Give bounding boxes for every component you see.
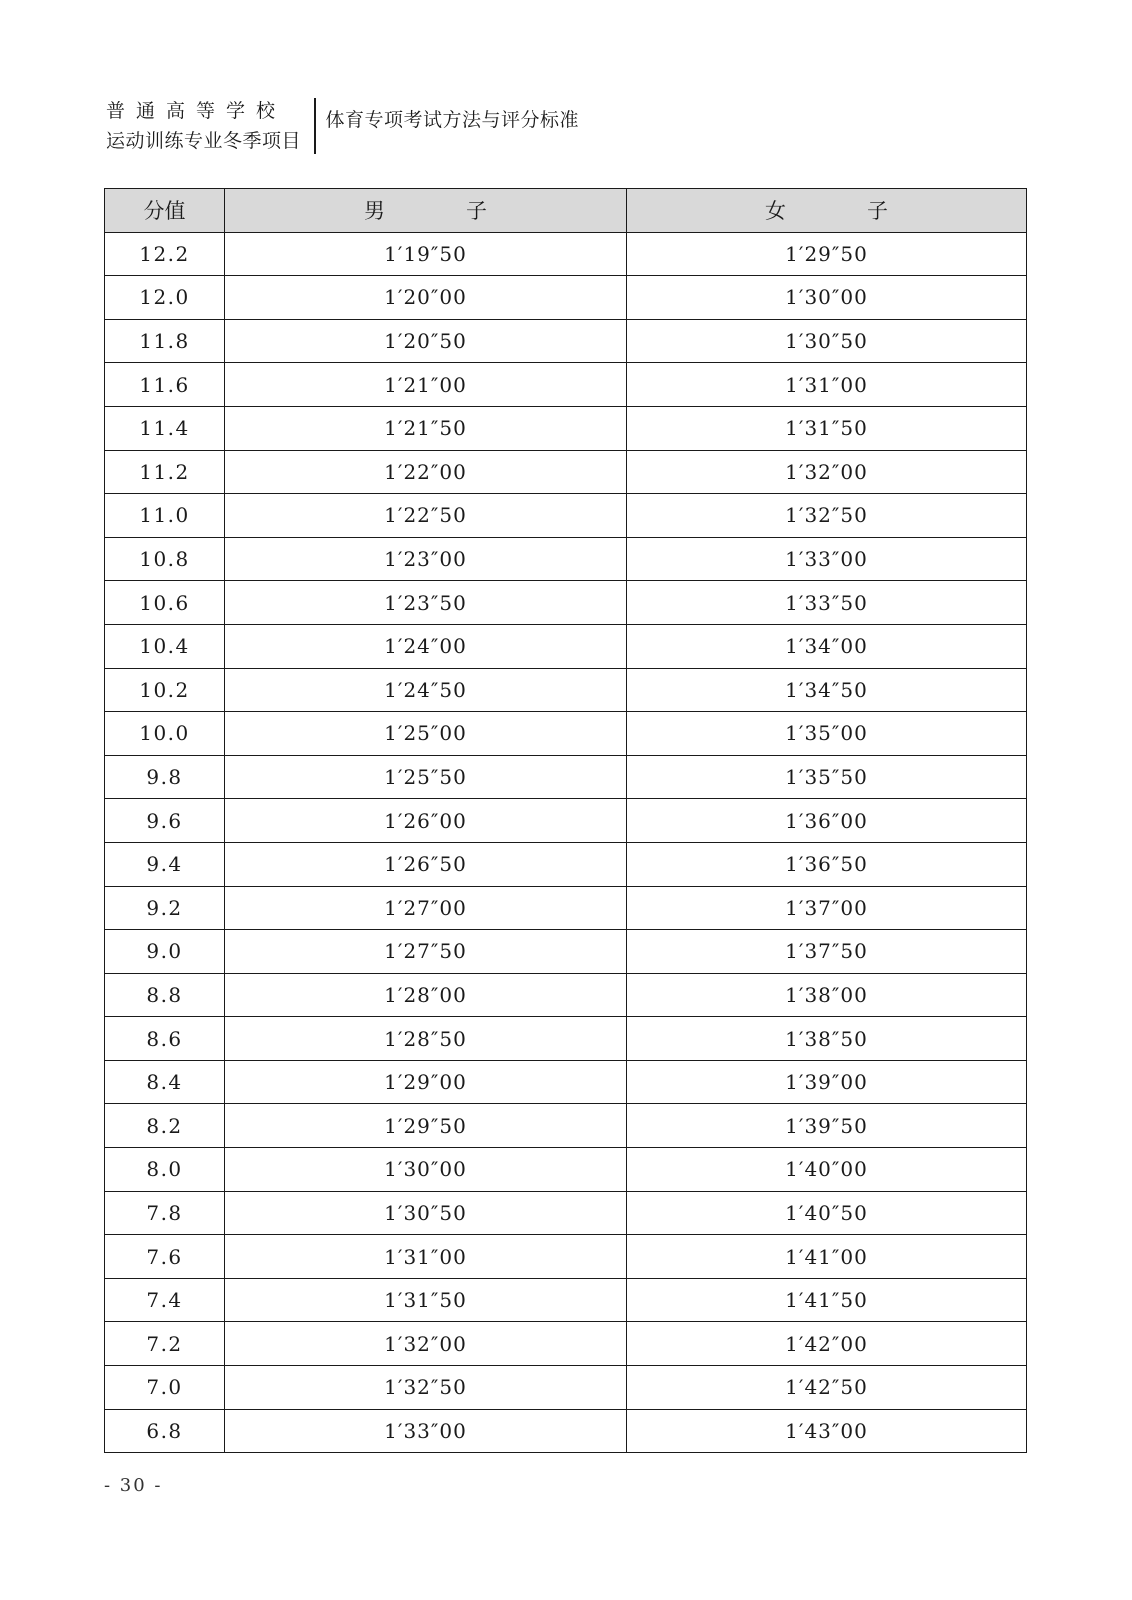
table-row [105, 1148, 1027, 1192]
score-cell: 11.6 [105, 363, 225, 407]
table-body [105, 232, 1027, 1453]
table-row [105, 712, 1027, 756]
male-time-cell: 1′32″50 [225, 1366, 627, 1410]
male-time-cell: 1′25″50 [225, 755, 627, 799]
female-time-cell: 1′34″50 [627, 668, 1027, 712]
female-time-cell: 1′32″00 [627, 450, 1027, 494]
table-header [105, 189, 1027, 233]
female-time-cell: 1′37″50 [627, 930, 1027, 974]
table-row [105, 537, 1027, 581]
female-time-cell: 1′30″00 [627, 276, 1027, 320]
female-time-cell: 1′32″50 [627, 494, 1027, 538]
header-row [105, 189, 1027, 233]
score-cell: 11.0 [105, 494, 225, 538]
score-cell: 6.8 [105, 1409, 225, 1453]
female-time-cell: 1′35″00 [627, 712, 1027, 756]
male-time-cell: 1′28″50 [225, 1017, 627, 1061]
header-line-1: 普通高等学校 [106, 100, 287, 122]
male-time-cell: 1′24″00 [225, 624, 627, 668]
table-row [105, 930, 1027, 974]
female-time-cell: 1′39″50 [627, 1104, 1027, 1148]
female-time-cell: 1′43″00 [627, 1409, 1027, 1453]
female-time-cell: 1′42″50 [627, 1366, 1027, 1410]
male-time-cell: 1′21″50 [225, 406, 627, 450]
female-time-cell: 1′36″00 [627, 799, 1027, 843]
male-time-cell: 1′28″00 [225, 973, 627, 1017]
score-cell: 7.0 [105, 1366, 225, 1410]
score-cell: 9.0 [105, 930, 225, 974]
score-cell: 11.4 [105, 406, 225, 450]
male-time-cell: 1′27″00 [225, 886, 627, 930]
female-time-cell: 1′40″00 [627, 1148, 1027, 1192]
score-cell: 9.8 [105, 755, 225, 799]
male-time-cell: 1′25″00 [225, 712, 627, 756]
table-row [105, 1191, 1027, 1235]
male-time-cell: 1′19″50 [225, 232, 627, 276]
table-row [105, 1278, 1027, 1322]
score-cell: 11.8 [105, 319, 225, 363]
female-time-cell: 1′40″50 [627, 1191, 1027, 1235]
female-time-cell: 1′42″00 [627, 1322, 1027, 1366]
score-cell: 10.8 [105, 537, 225, 581]
table-row [105, 842, 1027, 886]
male-time-cell: 1′29″50 [225, 1104, 627, 1148]
table-row [105, 363, 1027, 407]
table-row [105, 1104, 1027, 1148]
female-time-cell: 1′41″00 [627, 1235, 1027, 1279]
table-row [105, 232, 1027, 276]
score-cell: 8.2 [105, 1104, 225, 1148]
header-institution [106, 98, 314, 154]
table-row [105, 581, 1027, 625]
table-row [105, 886, 1027, 930]
female-time-cell: 1′38″00 [627, 973, 1027, 1017]
male-time-cell: 1′26″50 [225, 842, 627, 886]
male-time-cell: 1′22″50 [225, 494, 627, 538]
male-time-cell: 1′30″00 [225, 1148, 627, 1192]
male-time-cell: 1′21″00 [225, 363, 627, 407]
score-cell: 12.0 [105, 276, 225, 320]
male-time-cell: 1′29″00 [225, 1060, 627, 1104]
female-time-cell: 1′31″00 [627, 363, 1027, 407]
table-row [105, 1017, 1027, 1061]
female-time-cell: 1′29″50 [627, 232, 1027, 276]
male-time-cell: 1′26″00 [225, 799, 627, 843]
score-cell: 8.0 [105, 1148, 225, 1192]
score-cell: 10.4 [105, 624, 225, 668]
male-time-cell: 1′31″00 [225, 1235, 627, 1279]
male-time-cell: 1′32″00 [225, 1322, 627, 1366]
score-cell: 12.2 [105, 232, 225, 276]
female-time-cell: 1′39″00 [627, 1060, 1027, 1104]
score-cell: 7.8 [105, 1191, 225, 1235]
table-row [105, 450, 1027, 494]
table-row [105, 799, 1027, 843]
table-row [105, 755, 1027, 799]
female-time-cell: 1′37″00 [627, 886, 1027, 930]
male-time-cell: 1′31″50 [225, 1278, 627, 1322]
female-time-cell: 1′41″50 [627, 1278, 1027, 1322]
female-time-cell: 1′31″50 [627, 406, 1027, 450]
score-cell: 9.4 [105, 842, 225, 886]
score-cell: 8.6 [105, 1017, 225, 1061]
table-row [105, 973, 1027, 1017]
score-cell: 7.4 [105, 1278, 225, 1322]
score-cell: 10.2 [105, 668, 225, 712]
score-cell: 7.6 [105, 1235, 225, 1279]
score-cell: 9.6 [105, 799, 225, 843]
male-time-cell: 1′23″00 [225, 537, 627, 581]
running-header [106, 98, 579, 154]
male-time-cell: 1′23″50 [225, 581, 627, 625]
male-time-cell: 1′27″50 [225, 930, 627, 974]
score-cell: 8.8 [105, 973, 225, 1017]
female-time-cell: 1′35″50 [627, 755, 1027, 799]
table-row [105, 1235, 1027, 1279]
header-divider [314, 98, 316, 154]
header-female: 女 子 [627, 189, 1027, 233]
table-row [105, 1060, 1027, 1104]
male-time-cell: 1′24″50 [225, 668, 627, 712]
table-row [105, 668, 1027, 712]
table-row [105, 624, 1027, 668]
table-row [105, 319, 1027, 363]
table-row [105, 1322, 1027, 1366]
female-time-cell: 1′33″50 [627, 581, 1027, 625]
female-time-cell: 1′33″00 [627, 537, 1027, 581]
header-score: 分值 [105, 189, 225, 233]
male-time-cell: 1′22″00 [225, 450, 627, 494]
table-row [105, 1366, 1027, 1410]
female-time-cell: 1′34″00 [627, 624, 1027, 668]
score-cell: 9.2 [105, 886, 225, 930]
header-line-2: 运动训练专业冬季项目 [106, 130, 302, 152]
table-row [105, 406, 1027, 450]
score-table [104, 188, 1027, 1453]
male-time-cell: 1′33″00 [225, 1409, 627, 1453]
table-row [105, 276, 1027, 320]
male-time-cell: 1′20″50 [225, 319, 627, 363]
page-number: - 30 - [104, 1475, 163, 1496]
score-cell: 7.2 [105, 1322, 225, 1366]
score-cell: 10.6 [105, 581, 225, 625]
header-title: 体育专项考试方法与评分标准 [325, 109, 580, 131]
male-time-cell: 1′20″00 [225, 276, 627, 320]
header-male: 男 子 [225, 189, 627, 233]
female-time-cell: 1′30″50 [627, 319, 1027, 363]
score-cell: 8.4 [105, 1060, 225, 1104]
table-row [105, 1409, 1027, 1453]
female-time-cell: 1′36″50 [627, 842, 1027, 886]
score-cell: 10.0 [105, 712, 225, 756]
table-row [105, 494, 1027, 538]
female-time-cell: 1′38″50 [627, 1017, 1027, 1061]
score-cell: 11.2 [105, 450, 225, 494]
male-time-cell: 1′30″50 [225, 1191, 627, 1235]
